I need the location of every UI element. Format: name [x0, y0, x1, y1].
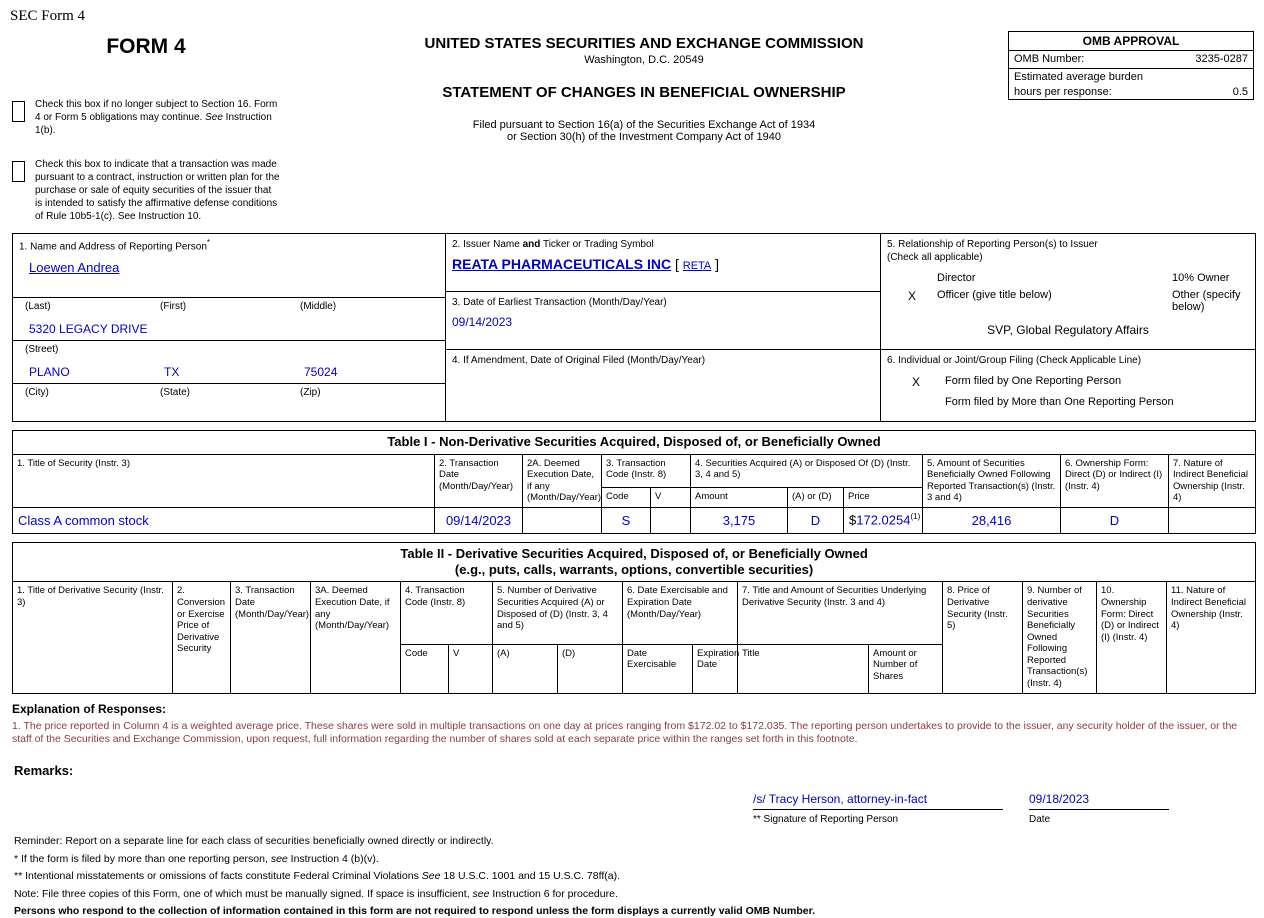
rule10b5-checkbox-row — [12, 159, 280, 223]
omb-burden-row2 — [1009, 84, 1253, 99]
reminder-note: Reminder: Report on a separate line for each class of securities beneficially owned directly or indirectly. — [14, 834, 494, 847]
form-header — [0, 25, 1264, 223]
amount-owned-value: 28,416 — [971, 512, 1012, 528]
t1-cell-a-or-d — [788, 507, 844, 533]
rule10b5-checkbox-label: Check this box to indicate that a transaction was made pursuant to a contract, instruction or written plan for the purchase or sale of equity securities of the issuer that is intended to satisfy the affirmative defense conditions of Rule 10b5-1(c). See Instruction 10. — [35, 159, 280, 222]
amount-value: 3,175 — [722, 512, 756, 528]
one-person-checkbox-mark: X — [911, 375, 920, 390]
transaction-code-value: S — [621, 512, 631, 528]
multiple-person-note-end: Instruction 4 (b)(v). — [287, 852, 379, 865]
t1-cell-v — [651, 507, 691, 533]
ticker-bracket-close: ] — [715, 256, 720, 273]
signature-column — [753, 792, 1003, 825]
signature-area — [753, 792, 1264, 825]
signature-date-value: 09/18/2023 — [1029, 791, 1090, 806]
t1-subheader-price: Price — [844, 487, 923, 507]
omb-notice: Persons who respond to the collection of information contained in this form are not required to respond unless the form displays a currently valid OMB Number. — [14, 905, 816, 918]
t2-header-derivative-security: 1. Title of Derivative Security (Instr. 3) — [13, 582, 173, 693]
first-name-label: (First) — [160, 300, 187, 312]
reporting-id-table — [12, 233, 1256, 422]
footnote-1-text: 1. The price reported in Column 4 is a weighted average price. These shares were sold in multiple transactions on one day at prices ranging from $172.02 to $172.035. The reporting person undertakes to provide to the issuer, any security holder of the issuer, or the staff of the Securities and Exchange Commission, upon request, full information regarding the number of shares sold at each separate price within the ranges set forth in this footnote. — [12, 719, 1238, 746]
t1-cell-deemed-date — [523, 507, 602, 533]
t2-header-dates: 6. Date Exercisable and Expiration Date (Month/Day/Year) — [623, 582, 738, 644]
filed-pursuant-line2: or Section 30(h) of the Investment Company Act of 1940 — [507, 131, 781, 143]
t1-header-transaction-code: 3. Transaction Code (Instr. 8) — [602, 454, 691, 487]
t2-subheader-date-exercisable: Date Exercisable — [623, 644, 693, 693]
separator-line — [13, 340, 445, 341]
t1-subheader-a-or-d: (A) or (D) — [788, 487, 844, 507]
separator-line — [13, 383, 445, 384]
t1-cell-code — [602, 507, 651, 533]
section16-checkbox-row — [12, 99, 280, 137]
price-currency: $ — [849, 512, 857, 528]
street-value: 5320 LEGACY DRIVE — [29, 321, 148, 336]
section16-text-end: Instruction 1(b). — [35, 111, 272, 136]
ticker-bracket-open: [ — [674, 256, 679, 273]
last-name-label: (Last) — [25, 300, 51, 312]
misstatements-note-see: See — [421, 870, 441, 883]
three-copies-note-end: Instruction 6 for procedure. — [489, 887, 618, 900]
multiple-person-note-see: see — [270, 852, 288, 865]
t2-header-transaction-code: 4. Transaction Code (Instr. 8) — [401, 582, 493, 644]
omb-burden-label: Estimated average burden — [1014, 71, 1144, 83]
t1-subheader-v: V — [651, 487, 691, 507]
t1-cell-price — [844, 507, 923, 533]
explanation-title: Explanation of Responses: — [12, 701, 167, 716]
omb-burden-label2: hours per response: — [1014, 86, 1112, 98]
reporting-person-label — [19, 238, 439, 253]
t2-header-nature-indirect: 11. Nature of Indirect Beneficial Ownership (Instr. 4) — [1167, 582, 1256, 693]
t1-cell-transaction-date — [435, 507, 523, 533]
relationship-options — [887, 272, 1249, 313]
price-value: 172.0254 — [856, 512, 911, 528]
t2-header-owned: 9. Number of derivative Securities Beneficially Owned Following Reported Transaction(s) (Instr. 4) — [1023, 582, 1097, 693]
misstatements-note-text: ** Intentional misstatements or omissions of facts constitute Federal Criminal Violations — [14, 870, 422, 883]
three-copies-note-see: see — [472, 887, 490, 900]
t2-header-number-derivative: 5. Number of Derivative Securities Acquired (A) or Disposed of (D) (Instr. 3, 4 and 5) — [493, 582, 623, 644]
table1-non-derivative — [12, 430, 1256, 534]
state-value: TX — [164, 364, 180, 379]
more-person-label: Form filed by More than One Reporting Person — [945, 396, 1174, 409]
filing-type-options — [887, 375, 1249, 408]
other-label: Other (specify below) — [1172, 289, 1241, 314]
t2-subheader-a: (A) — [493, 644, 558, 693]
relationship-label-line2: (Check all applicable) — [887, 252, 983, 264]
t1-header-securities-acquired: 4. Securities Acquired (A) or Disposed Of (D) (Instr. 3, 4 and 5) — [691, 454, 923, 487]
middle-name-label: (Middle) — [300, 300, 337, 312]
t1-subheader-code: Code — [602, 487, 651, 507]
officer-label: Officer (give title below) — [937, 289, 1052, 302]
security-title-value: Class A common stock — [18, 512, 149, 528]
statement-title: STATEMENT OF CHANGES IN BENEFICIAL OWNERSHIP — [442, 84, 846, 101]
issuer-label-pre: 2. Issuer Name — [452, 239, 523, 251]
header-left-column — [12, 27, 280, 223]
multiple-person-note-text: * If the form is filed by more than one reporting person, — [14, 852, 271, 865]
table2-title — [13, 542, 1256, 582]
omb-approval-box — [1008, 31, 1254, 100]
more-person-checkbox — [887, 396, 945, 408]
t1-header-deemed-date: 2A. Deemed Execution Date, if any (Month/Day/Year) — [523, 454, 602, 507]
one-person-label: Form filed by One Reporting Person — [945, 375, 1122, 388]
remarks-title: Remarks: — [14, 762, 74, 778]
section16-text: Check this box if no longer subject to Section 16. Form 4 or Form 5 obligations may continue. — [35, 99, 278, 123]
amendment-label: 4. If Amendment, Date of Original Filed (Month/Day/Year) — [452, 355, 706, 367]
ten-percent-owner-label: 10% Owner — [1172, 272, 1230, 285]
t1-cell-nature-indirect — [1169, 507, 1256, 533]
commission-title: UNITED STATES SECURITIES AND EXCHANGE COMMISSION — [424, 35, 864, 52]
t1-cell-amount-owned — [923, 507, 1061, 533]
rule10b5-checkbox[interactable] — [12, 161, 25, 182]
city-value: PLANO — [29, 364, 70, 379]
t2-header-deemed-date: 3A. Deemed Execution Date, if any (Month/Day/Year) — [311, 582, 401, 693]
reporting-person-label-text: 1. Name and Address of Reporting Person — [19, 241, 207, 253]
table1-title: Table I - Non-Derivative Securities Acquired, Disposed of, or Beneficially Owned — [13, 431, 1256, 454]
omb-approval-title: OMB APPROVAL — [1009, 32, 1253, 51]
t2-subheader-d: (D) — [558, 644, 623, 693]
a-or-d-value: D — [810, 512, 821, 528]
table2-title-line2: (e.g., puts, calls, warrants, options, convertible securities) — [454, 562, 814, 578]
t2-subheader-v: V — [449, 644, 493, 693]
omb-number-label: OMB Number: — [1014, 53, 1085, 65]
three-copies-note-text: Note: File three copies of this Form, one of which must be manually signed. If space is insufficient, — [14, 887, 473, 900]
filing-type-cell — [881, 350, 1256, 422]
amendment-cell — [446, 350, 881, 422]
t1-subheader-amount: Amount — [691, 487, 788, 507]
issuer-label — [452, 238, 874, 251]
filing-type-label: 6. Individual or Joint/Group Filing (Check Applicable Line) — [887, 355, 1142, 367]
t2-header-derivative-price: 8. Price of Derivative Security (Instr. 5) — [943, 582, 1023, 693]
header-center-column — [288, 27, 1000, 223]
t1-header-ownership-form: 6. Ownership Form: Direct (D) or Indirect (I) (Instr. 4) — [1061, 454, 1169, 507]
commission-address: Washington, D.C. 20549 — [584, 54, 704, 66]
relationship-cell — [881, 234, 1256, 350]
filed-pursuant-line1: Filed pursuant to Section 16(a) of the Securities Exchange Act of 1934 — [472, 119, 816, 131]
table1-data-row — [13, 507, 1256, 533]
omb-burden-row1 — [1009, 69, 1253, 84]
reporting-person-cell — [13, 234, 446, 422]
omb-number-row — [1009, 51, 1253, 69]
t2-header-transaction-date: 3. Transaction Date (Month/Day/Year) — [231, 582, 311, 693]
omb-number-value: 3235-0287 — [1195, 53, 1248, 65]
header-right-column — [1008, 27, 1254, 223]
ticker-link[interactable]: RETA — [682, 260, 712, 273]
issuer-label-post: Ticker or Trading Symbol — [540, 239, 654, 251]
street-label: (Street) — [25, 343, 59, 355]
three-copies-note — [14, 888, 1252, 901]
zip-label: (Zip) — [300, 386, 321, 398]
officer-checkbox-mark: X — [907, 289, 916, 304]
t1-cell-amount — [691, 507, 788, 533]
misstatements-note — [14, 870, 1252, 883]
table2-derivative — [12, 542, 1256, 694]
separator-line — [13, 297, 445, 298]
table2-title-line1: Table II - Derivative Securities Acquired, Disposed of, or Beneficially Owned — [400, 545, 868, 561]
reporting-person-address — [19, 295, 439, 398]
t1-header-nature-indirect: 7. Nature of Indirect Beneficial Ownership (Instr. 4) — [1169, 454, 1256, 507]
footnote-1-ref: (1) — [910, 512, 921, 522]
director-label: Director — [937, 272, 976, 285]
section16-text-see: See — [205, 111, 223, 123]
earliest-transaction-label: 3. Date of Earliest Transaction (Month/Day/Year) — [452, 297, 667, 309]
signature-value: /s/ Tracy Herson, attorney-in-fact — [753, 791, 928, 806]
t2-subheader-title: Title — [738, 644, 869, 693]
signature-label: ** Signature of Reporting Person — [753, 813, 899, 825]
form-title: FORM 4 — [106, 35, 186, 58]
signature-date-column — [1029, 792, 1169, 825]
earliest-transaction-date: 09/14/2023 — [452, 315, 513, 330]
relationship-label-line1: 5. Relationship of Reporting Person(s) to Issuer — [887, 239, 1098, 251]
signature-date-label: Date — [1029, 813, 1051, 825]
city-label: (City) — [25, 386, 49, 398]
ownership-form-value: D — [1109, 512, 1120, 528]
misstatements-note-end: 18 U.S.C. 1001 and 15 U.S.C. 78ff(a). — [440, 870, 621, 883]
explanation-section — [12, 702, 1252, 747]
issuer-cell — [446, 234, 881, 292]
reporting-person-label-asterisk: * — [206, 238, 211, 248]
section16-checkbox[interactable] — [12, 101, 25, 122]
officer-title-value: SVP, Global Regulatory Affairs — [987, 323, 1149, 338]
earliest-transaction-cell — [446, 292, 881, 350]
t1-cell-ownership-form — [1061, 507, 1169, 533]
t2-subheader-shares: Amount or Number of Shares — [869, 644, 943, 693]
t1-header-amount-owned: 5. Amount of Securities Beneficially Owned Following Reported Transaction(s) (Instr. 3 and 4) — [923, 454, 1061, 507]
t2-header-underlying: 7. Title and Amount of Securities Underlying Derivative Security (Instr. 3 and 4) — [738, 582, 943, 644]
t1-cell-security — [13, 507, 435, 533]
t1-header-security: 1. Title of Security (Instr. 3) — [13, 454, 435, 507]
t2-subheader-code: Code — [401, 644, 449, 693]
reporting-person-name-link[interactable]: Loewen Andrea — [29, 259, 120, 275]
t2-header-conversion-price: 2. Conversion or Exercise Price of Derivative Security — [173, 582, 231, 693]
zip-value: 75024 — [304, 364, 338, 379]
issuer-name-link[interactable]: REATA PHARMACEUTICALS INC — [452, 256, 672, 273]
t2-subheader-expiration-date: Expiration Date — [693, 644, 738, 693]
t1-header-transaction-date: 2. Transaction Date (Month/Day/Year) — [435, 454, 523, 507]
section16-checkbox-label — [35, 99, 280, 137]
footer-notes — [14, 835, 1252, 918]
issuer-label-and: and — [522, 239, 541, 251]
multiple-person-note — [14, 853, 1252, 866]
t2-header-ownership-form: 10. Ownership Form: Direct (D) or Indirect (I) (Instr. 4) — [1097, 582, 1167, 693]
transaction-date-value: 09/14/2023 — [445, 512, 512, 528]
issuer-name-line — [452, 256, 874, 272]
sec-form-label: SEC Form 4 — [10, 8, 86, 24]
omb-burden-value: 0.5 — [1232, 86, 1248, 98]
state-label: (State) — [160, 386, 191, 398]
